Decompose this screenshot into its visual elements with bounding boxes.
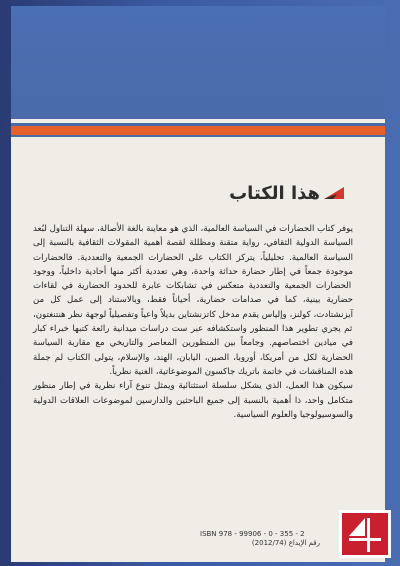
line: والعلوم السياسية.: [233, 409, 298, 420]
line: يوفر كتاب الحضارات في السياسة العالمية، الذي هو معاينة بالغة: [124, 224, 353, 234]
line: سيكون هذا العمل، الذي يشكل سلسلة استثنائية ويمثل تنوع آراء: [115, 381, 353, 392]
line: مقاربة السياسة الحضارية لكل من أمريكا، أوروبا، الصين، اليابان،: [33, 338, 353, 363]
line: نظرية في إطار منظور متكامل واحد، ذا أهمية بالنسبة إلى جميع: [33, 381, 353, 406]
line: تعددية أكثر منها أحادية داخلياً، ووجود الحضارات الجمعية: [33, 266, 352, 292]
white-stripe: [11, 119, 385, 123]
deposit-number: رقم الإيداع (2012/74): [251, 539, 320, 547]
line: ومظللة لقصة أهمية المقولات الثقافية بالنسبة إلى السياسة العالمية.: [33, 238, 353, 263]
isbn-block: [200, 530, 320, 548]
publisher-logo-icon: [339, 510, 391, 558]
paragraph-1: [33, 222, 353, 379]
line: والتعددية متعكس في تشابكات عابرة للحدود الحضارية في لقاءات: [33, 281, 280, 292]
paragraph-2: [33, 379, 353, 422]
blurb-text: [33, 222, 353, 422]
line: باتريك جاكسون الموضوعاتية، الغنية نظرياً.: [109, 366, 260, 377]
line: حضارية بينية، كما في صدامات حضارية، أحياناً فقط، وبالاستناد: [101, 295, 353, 306]
series-logo: [224, 179, 344, 207]
line: إلى عمل كل من آيزنشتادت، كولنز، وإلياس يقدم مدخل كاتزنشتاين: [33, 295, 353, 320]
line: الأصالة، سهلة التناول لبُعد السياسة الدولية الثقافي، رواية متقنة: [33, 224, 353, 249]
isbn-number: ISBN 978 - 99906 - 0 - 355 - 2: [200, 530, 305, 538]
publisher-logo: [339, 510, 391, 558]
line: بديلاً واعياً وتفصيلياً لوجهة نظر هنتنغتون، ثم يجري تطوير هذا: [33, 309, 353, 335]
logo-title: هذا الكتاب: [229, 182, 320, 204]
line: الباحثين والدارسين لموضوعات العلاقات الدولية والسوسيولوجيا: [33, 395, 353, 420]
line: الهند، والإسلام، يتولى الكتاب لم جملة هذه المناقشات في خاتمة: [33, 352, 353, 377]
orange-stripe: [11, 126, 385, 135]
line: في ميادين اختصاصهم. وجامعاً بين المنظورين المعاصر والتاريخي مع: [90, 338, 353, 349]
red-triangle-icon: [324, 185, 344, 201]
line: المنظور واستكشافه عبر ست دراسات ميدانية رائعة كتبها خبراء كبار: [33, 324, 279, 335]
line: تحليلياً، يتركز الكتاب على الحضارات الجمعية والتعددية.: [72, 252, 285, 263]
line: فالحضارات موجودة جمعاً في إطار حضارة حداثة واحدة، وهي: [33, 252, 353, 277]
